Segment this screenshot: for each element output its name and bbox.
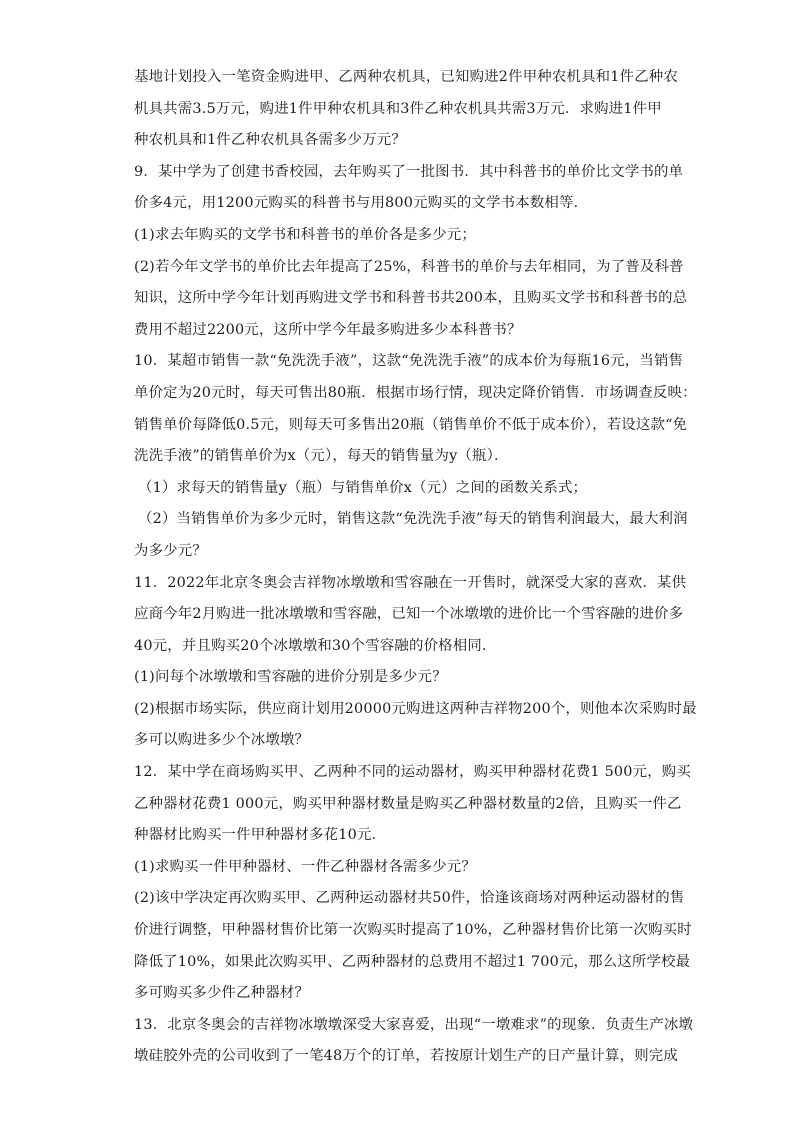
text-line: 40元，并且购买20个冰墩墩和30个雪容融的价格相同． (134, 637, 497, 654)
question-10-line: 10．某超市销售一款“免洗洗手液”，这款“免洗洗手液”的成本价为每瓶16元，当销售 (134, 353, 684, 370)
question-10-part-2: （2）当销售单价为多少元时，销售这款“免洗洗手液”每天的销售利润最大，最大利润 (138, 511, 688, 528)
text-line: 种农机具和1件乙种农机具各需多少万元？ (134, 132, 406, 149)
question-13-line: 13．北京冬奥会的吉祥物冰墩墩深受大家喜爱，出现“一墩难求”的现象．负责生产冰墩 (134, 1016, 694, 1033)
question-9-line: 9．某中学为了创建书香校园，去年购买了一批图书．其中科普书的单价比文学书的单 (134, 163, 684, 180)
question-9-part-1: (1)求去年购买的文学书和科普书的单价各是多少元； (134, 226, 476, 243)
document-body (134, 62, 697, 1073)
text-line: 多可以购进多少个冰墩墩？ (134, 732, 310, 749)
text-line: 价多4元，用1200元购买的科普书与用800元购买的文学书本数相等． (134, 195, 589, 212)
text-line: 种器材比购买一件甲种器材多花10元． (134, 827, 387, 844)
question-11-line: 11．2022年北京冬奥会吉祥物冰墩墩和雪容融在一开售时，就深受大家的喜欢．某供 (134, 574, 687, 591)
text-line: 知识，这所中学今年计划再购进文学书和科普书共200本，且购买文学书和科普书的总 (134, 290, 688, 307)
question-12-line: 12．某中学在商场购买甲、乙两种不同的运动器材，购买甲种器材花费1 500元，购买 (134, 764, 691, 781)
text-line: 机具共需3.5万元，购进1件甲种农机具和3件乙种农机具共需3万元．求购进1件甲 (134, 100, 662, 117)
text-line: 价进行调整，甲种器材售价比第一次购买时提高了10%，乙种器材售价比第一次购买时 (134, 922, 692, 939)
question-12-part-2: (2)该中学决定再次购买甲、乙两种运动器材共50件，恰逢该商场对两种运动器材的售 (134, 890, 685, 907)
question-10-part-1: （1）求每天的销售量y（瓶）与销售单价x（元）之间的函数关系式； (138, 479, 588, 496)
text-line: 基地计划投入一笔资金购进甲、乙两种农机具，已知购进2件甲种农机具和1件乙种农 (134, 69, 678, 85)
text-line: 应商今年2月购进一批冰墩墩和雪容融，已知一个冰墩墩的进价比一个雪容融的进价多 (134, 606, 684, 623)
text-line: 墩硅胶外壳的公司收到了一笔48万个的订单，若按原计划生产的日产量计算，则完成 (134, 1048, 678, 1065)
question-12-part-1: (1)求购买一件甲种器材、一件乙种器材各需多少元？ (134, 858, 476, 875)
text-line: 洗洗手液”的销售单价为x（元），每天的销售量为y（瓶）． (134, 448, 509, 465)
text-line: 乙种器材花费1 000元，购买甲种器材数量是购买乙种器材数量的2倍，且购买一件乙 (134, 795, 682, 812)
text-line: 费用不超过2200元，这所中学今年最多购进多少本科普书？ (134, 321, 522, 338)
text-line: 单价定为20元时，每天可售出80瓶．根据市场行情，现决定降价销售．市场调查反映： (134, 384, 697, 401)
question-11-part-1: (1)问每个冰墩墩和雪容融的进价分别是多少元？ (134, 669, 447, 686)
text-line: 降低了10%，如果此次购买甲、乙两种器材的总费用不超过1 700元，那么这所学校最 (134, 953, 691, 970)
question-9-part-2: (2)若今年文学书的单价比去年提高了25%，科普书的单价与去年相同，为了普及科普 (134, 258, 684, 275)
question-11-part-2: (2)根据市场实际，供应商计划用20000元购进这两种吉祥物200个，则他本次采购时最 (134, 700, 697, 717)
text-line: 销售单价每降低0.5元，则每天可多售出20瓶（销售单价不低于成本价），若设这款“免 (134, 416, 688, 433)
text-line: 为多少元？ (134, 542, 207, 559)
text-line: 多可购买多少件乙种器材？ (134, 985, 310, 1002)
